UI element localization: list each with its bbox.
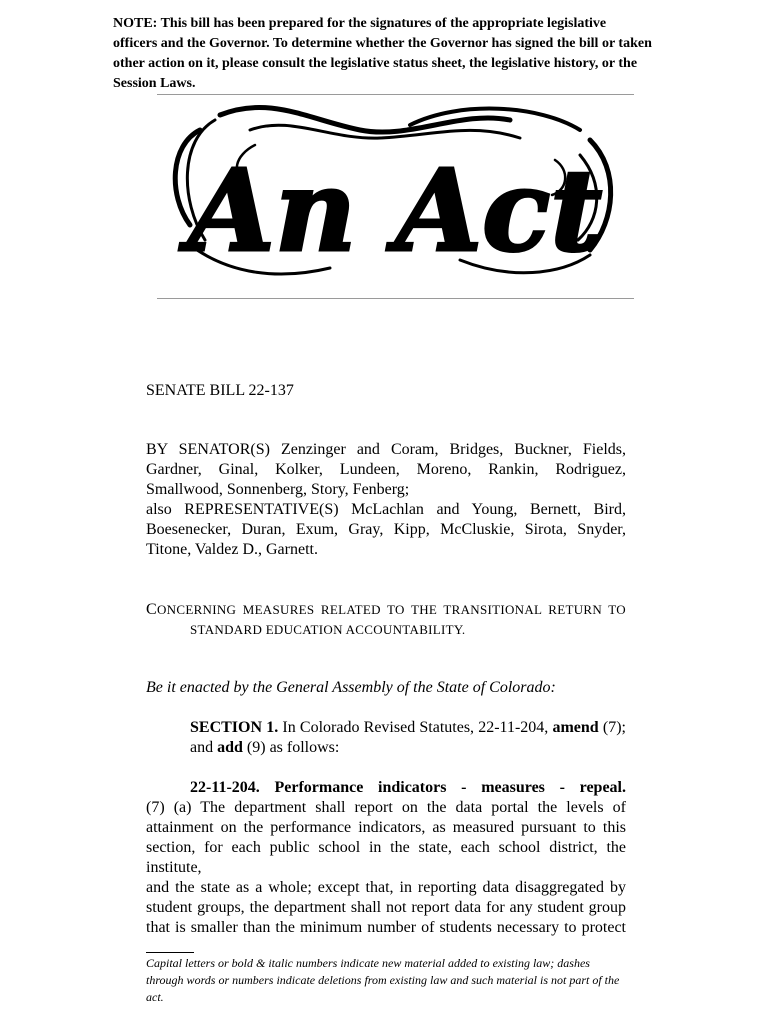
statute-line: that is smaller than the minimum number of students necessary to protect bbox=[146, 919, 626, 936]
section-1-text-c: (9) as follows: bbox=[242, 739, 340, 756]
statute-line: (7) (a) The department shall report on the data portal the levels of bbox=[146, 799, 626, 816]
bill-number: SENATE BILL 22-137 bbox=[146, 382, 294, 399]
governor-signature-note: NOTE: This bill has been prepared for the signatures of the appropriate legislative officers and the Governor. To determine whether the Governor has signed the bill or taken other action on it, please consult the legislative status sheet, the legislative history, or the Session Laws. bbox=[113, 16, 652, 91]
section-1 bbox=[146, 718, 626, 758]
an-act-emblem bbox=[160, 100, 630, 295]
concerning-line-2: STANDARD EDUCATION ACCOUNTABILITY. bbox=[190, 622, 466, 637]
senate-sponsors: BY SENATOR(S) Zenzinger and Coram, Bridges, Buckner, Fields, Gardner, Ginal, Kolker, Lundeen, Moreno, Rankin, Rodriguez, Smallwood, Sonnenberg, Story, Fenberg; bbox=[146, 441, 626, 498]
concerning-clause bbox=[146, 600, 626, 640]
statute-line: and the state as a whole; except that, in reporting data disaggregated by bbox=[146, 879, 626, 896]
an-act-text: An Act bbox=[187, 146, 603, 277]
statute-heading: 22-11-204. Performance indicators - measures - repeal. bbox=[190, 779, 626, 796]
concerning-drop-cap: C bbox=[146, 601, 157, 618]
section-1-text-a: In Colorado Revised Statutes, 22-11-204, bbox=[278, 719, 553, 736]
footnote-rule bbox=[146, 952, 194, 953]
emblem-top-rule bbox=[157, 94, 634, 95]
section-1-add: add bbox=[217, 739, 243, 756]
statute-line: student groups, the department shall not report data for any student group bbox=[146, 899, 626, 916]
concerning-line-1 bbox=[146, 600, 626, 620]
enacting-clause: Be it enacted by the General Assembly of the State of Colorado: bbox=[146, 679, 556, 696]
section-1-text-b: (7); and bbox=[190, 719, 626, 756]
statute-line: attainment on the performance indicators, as measured pursuant to this bbox=[146, 819, 626, 836]
statute-line: section, for each public school in the state, each school district, the institute, bbox=[146, 839, 626, 876]
section-1-amend: amend bbox=[552, 719, 599, 736]
sponsors-block bbox=[146, 440, 626, 560]
footnote: Capital letters or bold & italic numbers indicate new material added to existing law; dashes through words or numbers indicate deletions from existing law and such material is not part of the act. bbox=[146, 956, 620, 1004]
emblem-bottom-rule bbox=[157, 298, 634, 299]
section-1-paragraph bbox=[146, 718, 626, 758]
concerning-line-1-text: ONCERNING MEASURES RELATED TO THE TRANSITIONAL RETURN TO bbox=[156, 602, 626, 617]
house-sponsors: also REPRESENTATIVE(S) McLachlan and Young, Bernett, Bird, Boesenecker, Duran, Exum, Gray, Kipp, McCluskie, Sirota, Snyder, Titone, Valdez D., Garnett. bbox=[146, 501, 626, 558]
section-1-label: SECTION 1. bbox=[190, 719, 279, 736]
statute-text bbox=[146, 778, 626, 938]
